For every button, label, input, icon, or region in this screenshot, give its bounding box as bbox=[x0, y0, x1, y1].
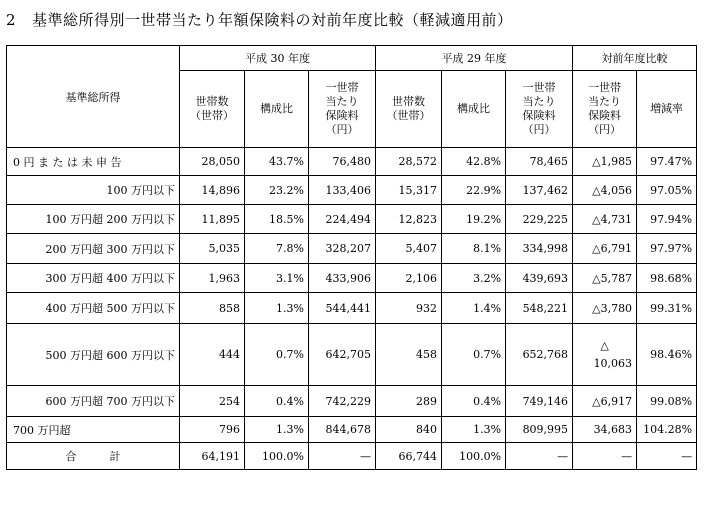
column-header-line: 当たり bbox=[325, 95, 359, 108]
income-bracket-label: 合 計 bbox=[7, 443, 180, 470]
table-cell: 104.28% bbox=[637, 417, 697, 443]
table-row bbox=[7, 176, 697, 205]
income-bracket-label: 600 万円超 700 万円以下 bbox=[7, 386, 180, 417]
table-cell: 137,462 bbox=[506, 176, 573, 205]
table-cell: — bbox=[309, 443, 376, 470]
premium-comparison-table bbox=[6, 45, 697, 470]
table-cell: 1.3% bbox=[245, 293, 309, 324]
table-cell: 844,678 bbox=[309, 417, 376, 443]
table-cell: 229,225 bbox=[506, 205, 573, 234]
group-header-h29: 平成 29 年度 bbox=[376, 46, 573, 71]
column-header-line: 保険料 bbox=[325, 109, 359, 122]
table-cell: 1.3% bbox=[245, 417, 309, 443]
table-cell: 18.5% bbox=[245, 205, 309, 234]
table-cell: △4,056 bbox=[573, 176, 637, 205]
table-cell: 99.08% bbox=[637, 386, 697, 417]
table-cell: △3,780 bbox=[573, 293, 637, 324]
table-cell: 5,035 bbox=[180, 234, 245, 264]
table-cell: 23.2% bbox=[245, 176, 309, 205]
column-header-line: （円） bbox=[588, 123, 622, 136]
table-row bbox=[7, 324, 697, 386]
table-cell: 1,963 bbox=[180, 264, 245, 293]
table-cell: 334,998 bbox=[506, 234, 573, 264]
income-bracket-label: 0 円 ま た は 未 申 告 bbox=[7, 148, 180, 176]
table-cell: 932 bbox=[376, 293, 442, 324]
table-cell: 652,768 bbox=[506, 324, 573, 386]
table-cell: 43.7% bbox=[245, 148, 309, 176]
table-row bbox=[7, 443, 697, 470]
table-cell: 444 bbox=[180, 324, 245, 386]
table-cell: 749,146 bbox=[506, 386, 573, 417]
table-cell: 133,406 bbox=[309, 176, 376, 205]
table-cell: 5,407 bbox=[376, 234, 442, 264]
column-header bbox=[180, 71, 245, 148]
column-header-line: 構成比 bbox=[457, 102, 491, 115]
column-header-line: （世帯） bbox=[386, 109, 431, 122]
table-cell: 97.05% bbox=[637, 176, 697, 205]
column-header bbox=[245, 71, 309, 148]
table-cell: 42.8% bbox=[442, 148, 506, 176]
income-bracket-label: 100 万円以下 bbox=[7, 176, 180, 205]
column-header-line: 世帯数 bbox=[392, 95, 426, 108]
column-header-line: 一世帯 bbox=[522, 81, 556, 94]
table-cell: 11,895 bbox=[180, 205, 245, 234]
column-header bbox=[309, 71, 376, 148]
table-cell: 99.31% bbox=[637, 293, 697, 324]
column-header bbox=[506, 71, 573, 148]
table-cell: 97.94% bbox=[637, 205, 697, 234]
table-cell: 1.4% bbox=[442, 293, 506, 324]
column-header bbox=[573, 71, 637, 148]
table-cell: 98.46% bbox=[637, 324, 697, 386]
column-header-line: 一世帯 bbox=[588, 81, 622, 94]
table-cell: 642,705 bbox=[309, 324, 376, 386]
column-header-line: 当たり bbox=[522, 95, 556, 108]
table-cell: 224,494 bbox=[309, 205, 376, 234]
table-cell: 0.7% bbox=[245, 324, 309, 386]
table-cell: 78,465 bbox=[506, 148, 573, 176]
table-row bbox=[7, 264, 697, 293]
column-header-line: 一世帯 bbox=[325, 81, 359, 94]
table-cell: — bbox=[637, 443, 697, 470]
table-cell: 3.2% bbox=[442, 264, 506, 293]
column-header-line: 増減率 bbox=[650, 102, 684, 115]
table-cell: 66,744 bbox=[376, 443, 442, 470]
table-cell: — bbox=[506, 443, 573, 470]
group-header-comparison: 対前年度比較 bbox=[573, 46, 697, 71]
table-cell: 0.4% bbox=[245, 386, 309, 417]
table-cell: 22.9% bbox=[442, 176, 506, 205]
table-cell: △1,985 bbox=[573, 148, 637, 176]
column-header-line: 保険料 bbox=[522, 109, 556, 122]
income-bracket-label: 200 万円超 300 万円以下 bbox=[7, 234, 180, 264]
table-cell: 809,995 bbox=[506, 417, 573, 443]
table-row bbox=[7, 234, 697, 264]
table-row bbox=[7, 417, 697, 443]
title-text: 基準総所得別一世帯当たり年額保険料の対前年度比較（軽減適用前） bbox=[32, 11, 513, 29]
income-bracket-label: 100 万円超 200 万円以下 bbox=[7, 205, 180, 234]
table-cell: 28,050 bbox=[180, 148, 245, 176]
table-cell: 100.0% bbox=[442, 443, 506, 470]
table-cell: 0.4% bbox=[442, 386, 506, 417]
table-cell: △5,787 bbox=[573, 264, 637, 293]
table-cell: 2,106 bbox=[376, 264, 442, 293]
table-cell: 8.1% bbox=[442, 234, 506, 264]
table-cell: 12,823 bbox=[376, 205, 442, 234]
table-cell: 19.2% bbox=[442, 205, 506, 234]
table-cell: 548,221 bbox=[506, 293, 573, 324]
table-cell: 100.0% bbox=[245, 443, 309, 470]
table-row bbox=[7, 293, 697, 324]
table-body bbox=[7, 148, 697, 470]
table-row bbox=[7, 386, 697, 417]
table-cell: 14,896 bbox=[180, 176, 245, 205]
table-row bbox=[7, 205, 697, 234]
income-bracket-label: 400 万円超 500 万円以下 bbox=[7, 293, 180, 324]
table-cell: 34,683 bbox=[573, 417, 637, 443]
table-cell: △6,917 bbox=[573, 386, 637, 417]
column-header bbox=[637, 71, 697, 148]
table-cell: △6,791 bbox=[573, 234, 637, 264]
table-cell: 289 bbox=[376, 386, 442, 417]
table-cell: 458 bbox=[376, 324, 442, 386]
table-cell: 1.3% bbox=[442, 417, 506, 443]
income-bracket-label: 500 万円超 600 万円以下 bbox=[7, 324, 180, 386]
column-header bbox=[376, 71, 442, 148]
column-header-line: 構成比 bbox=[260, 102, 293, 115]
column-header bbox=[442, 71, 506, 148]
income-column-header: 基準総所得 bbox=[7, 46, 180, 148]
column-header-line: （世帯） bbox=[190, 109, 234, 122]
table-cell: 840 bbox=[376, 417, 442, 443]
column-header-line: （円） bbox=[522, 123, 556, 136]
table-cell-line: 10,063 bbox=[593, 356, 633, 370]
table-cell: 7.8% bbox=[245, 234, 309, 264]
table-row bbox=[7, 148, 697, 176]
column-header-line: 世帯数 bbox=[195, 95, 229, 108]
column-header-line: （円） bbox=[325, 123, 359, 136]
table-cell: △4,731 bbox=[573, 205, 637, 234]
table-title bbox=[6, 9, 513, 30]
table-cell: 328,207 bbox=[309, 234, 376, 264]
table-cell-line: △ bbox=[600, 338, 609, 352]
table-cell: 433,906 bbox=[309, 264, 376, 293]
table-cell: 98.68% bbox=[637, 264, 697, 293]
table-cell: 15,317 bbox=[376, 176, 442, 205]
table-cell: 742,229 bbox=[309, 386, 376, 417]
table-cell: 439,693 bbox=[506, 264, 573, 293]
table-cell: 97.97% bbox=[637, 234, 697, 264]
title-number: 2 bbox=[6, 11, 17, 29]
table-cell bbox=[573, 324, 637, 386]
income-bracket-label: 700 万円超 bbox=[7, 417, 180, 443]
table-cell: 796 bbox=[180, 417, 245, 443]
table-cell: 858 bbox=[180, 293, 245, 324]
table-cell: 3.1% bbox=[245, 264, 309, 293]
table-cell: 28,572 bbox=[376, 148, 442, 176]
income-bracket-label: 300 万円超 400 万円以下 bbox=[7, 264, 180, 293]
group-header-h30: 平成 30 年度 bbox=[180, 46, 376, 71]
table-cell: 0.7% bbox=[442, 324, 506, 386]
table-cell: 254 bbox=[180, 386, 245, 417]
column-header-line: 保険料 bbox=[588, 109, 622, 122]
table-cell: 64,191 bbox=[180, 443, 245, 470]
table-cell: — bbox=[573, 443, 637, 470]
table-cell: 76,480 bbox=[309, 148, 376, 176]
table-cell: 544,441 bbox=[309, 293, 376, 324]
table-cell: 97.47% bbox=[637, 148, 697, 176]
column-header-line: 当たり bbox=[588, 95, 622, 108]
